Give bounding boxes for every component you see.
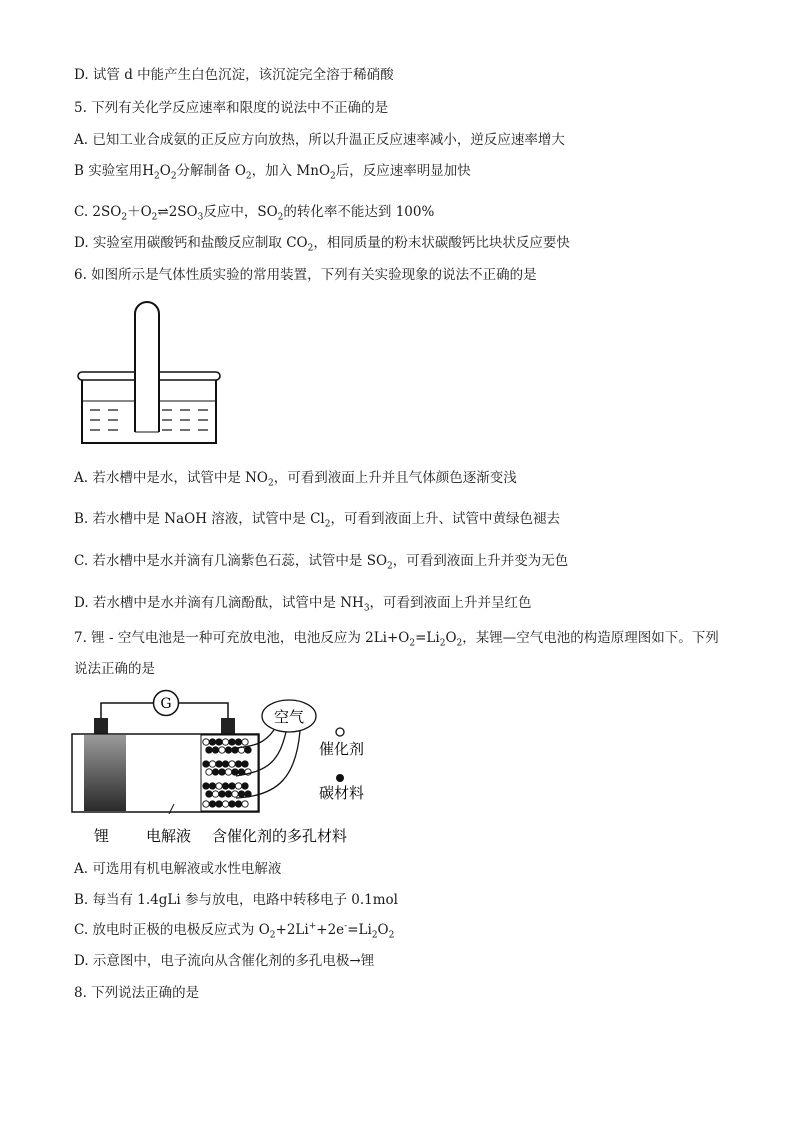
- carbon-particle: [212, 769, 218, 775]
- carbon-particle: [212, 747, 218, 753]
- q5-option-b: B 实验室用$H_2O_2$分解制备 $O_2$，加入 MnO$_2$后，反应速率明显加快: [74, 163, 471, 182]
- catalyst-particle: [216, 783, 222, 789]
- carbon-particle: [229, 801, 235, 807]
- q7-option-b: B. 每当有 1.4gLi 参与放电，电路中转移电子 0.1mol: [74, 892, 398, 908]
- air-label: 空气: [273, 708, 305, 726]
- catalyst-particle: [219, 747, 225, 753]
- q7-option-c: C. 放电时正极的电极反应式为 $O_2+2Li^++2e^-=Li_2O_2$: [74, 921, 395, 941]
- carbon-particle: [245, 747, 251, 753]
- carbon-particle: [232, 769, 238, 775]
- catalyst-particle: [222, 739, 228, 745]
- carbon-particle: [225, 747, 231, 753]
- prev-option-d: D. 试管 d 中能产生白色沉淀，该沉淀完全溶于稀硝酸: [74, 67, 394, 83]
- carbon-particle: [203, 783, 209, 789]
- catalyst-particle: [232, 791, 238, 797]
- q7-option-a: A. 可选用有机电解液或水性电解液: [74, 861, 282, 877]
- q5-stem: 5. 下列有关化学反应速率和限度的说法中不正确的是: [74, 100, 389, 116]
- lithium-electrode: [84, 735, 126, 811]
- gas-trough-diagram: [74, 298, 224, 448]
- carbon-particle: [216, 739, 222, 745]
- carbon-particle: [235, 801, 241, 807]
- q5-option-c: C. $2SO_2+O_2\rightleftharpoons 2SO_3$反应中，$SO_2$的转化率不能达到 100%: [74, 204, 435, 223]
- carbon-particle: [219, 791, 225, 797]
- carbon-particle: [229, 783, 235, 789]
- catalyst-legend-icon: [336, 728, 344, 736]
- carbon-particle: [225, 791, 231, 797]
- q6-option-b: B. 若水槽中是 NaOH 溶液，试管中是 $Cl_2$，可看到液面上升、试管中黄绿色褪去: [74, 511, 560, 530]
- carbon-particle: [235, 761, 241, 767]
- legend-catalyst-label: 催化剂: [319, 740, 365, 758]
- catalyst-particle: [225, 769, 231, 775]
- carbon-particle: [222, 783, 228, 789]
- carbon-legend-icon: [336, 774, 344, 782]
- q7-stem-line1: 7. 锂 - 空气电池是一种可充放电池，电池反应为 $2Li+O_2=Li_2O_2$，某锂—空气电池的构造原理图如下。下列: [74, 630, 719, 649]
- q8-stem: 8. 下列说法正确的是: [74, 985, 200, 1001]
- label-electrolyte: 电解液: [146, 827, 192, 845]
- carbon-particle: [209, 801, 215, 807]
- catalyst-particle: [212, 791, 218, 797]
- carbon-particle: [222, 761, 228, 767]
- carbon-particle: [219, 769, 225, 775]
- legend-carbon-label: 碳材料: [319, 784, 365, 802]
- catalyst-particle: [222, 801, 228, 807]
- carbon-particle: [242, 783, 248, 789]
- q7-stem-line2: 说法正确的是: [74, 661, 155, 677]
- q7-option-d: D. 示意图中，电子流向从含催化剂的多孔电极→锂: [74, 953, 375, 969]
- catalyst-particle: [235, 783, 241, 789]
- catalyst-particle: [203, 801, 209, 807]
- carbon-particle: [235, 739, 241, 745]
- carbon-particle: [206, 791, 212, 797]
- q5-option-d: D. 实验室用碳酸钙和盐酸反应制取 $CO_2$，相同质量的粉末状碳酸钙比块状反应要快: [74, 235, 570, 254]
- carbon-particle: [203, 761, 209, 767]
- carbon-particle: [216, 761, 222, 767]
- q6-option-c: C. 若水槽中是水并滴有几滴紫色石蕊，试管中是 $SO_2$，可看到液面上升并变为无色: [74, 553, 569, 572]
- q6-stem: 6. 如图所示是气体性质实验的常用装置，下列有关实验现象的说法不正确的是: [74, 267, 537, 283]
- carbon-particle: [216, 801, 222, 807]
- carbon-particle: [229, 739, 235, 745]
- galvanometer-label: G: [160, 696, 172, 712]
- label-lithium: 锂: [94, 827, 110, 845]
- catalyst-particle: [206, 769, 212, 775]
- q6-option-a: A. 若水槽中是水，试管中是 $NO_2$，可看到液面上升并且气体颜色逐渐变浅: [74, 470, 517, 489]
- q6-option-d: D. 若水槽中是水并滴有几滴酚酞，试管中是 $NH_3$，可看到液面上升并呈红色: [74, 595, 532, 614]
- carbon-particle: [242, 761, 248, 767]
- carbon-particle: [209, 783, 215, 789]
- q5-option-a: A. 已知工业合成氨的正反应方向放热，所以升温正反应速率减小，逆反应速率增大: [74, 132, 565, 148]
- carbon-particle: [238, 791, 244, 797]
- carbon-particle: [209, 739, 215, 745]
- label-porous: 含催化剂的多孔材料: [212, 827, 348, 845]
- catalyst-particle: [209, 761, 215, 767]
- lithium-air-battery-diagram: [64, 686, 384, 850]
- carbon-particle: [206, 747, 212, 753]
- catalyst-particle: [242, 739, 248, 745]
- catalyst-particle: [242, 801, 248, 807]
- catalyst-particle: [203, 739, 209, 745]
- catalyst-particle: [229, 761, 235, 767]
